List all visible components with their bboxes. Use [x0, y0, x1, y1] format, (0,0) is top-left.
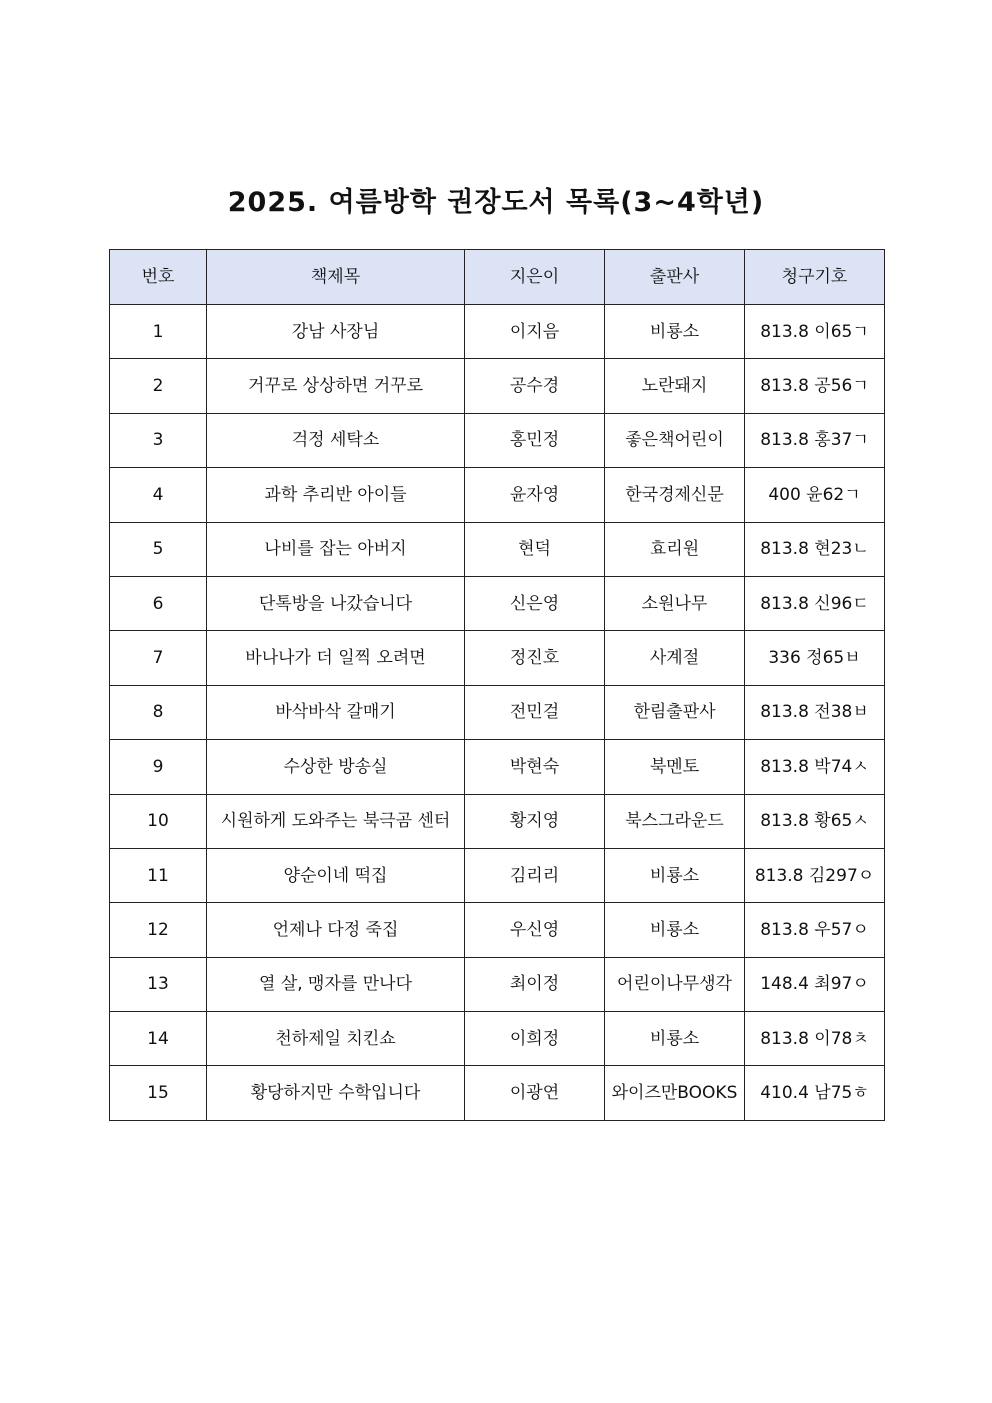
cell-call-number: 813.8 현23ㄴ: [745, 522, 885, 576]
cell-publisher: 비룡소: [605, 848, 745, 902]
cell-number: 9: [110, 740, 207, 794]
cell-call-number: 813.8 공56ㄱ: [745, 359, 885, 413]
cell-number: 7: [110, 631, 207, 685]
cell-author: 현덕: [465, 522, 605, 576]
cell-publisher: 효리원: [605, 522, 745, 576]
cell-author: 김리리: [465, 848, 605, 902]
cell-book-title: 강남 사장님: [207, 305, 465, 359]
table-row: [110, 794, 885, 848]
cell-publisher: 한국경제신문: [605, 468, 745, 522]
cell-book-title: 언제나 다정 죽집: [207, 903, 465, 957]
cell-number: 3: [110, 413, 207, 467]
recommended-books-table: [109, 249, 885, 1121]
cell-author: 이지음: [465, 305, 605, 359]
cell-call-number: 813.8 황65ㅅ: [745, 794, 885, 848]
cell-book-title: 나비를 잡는 아버지: [207, 522, 465, 576]
cell-publisher: 북스그라운드: [605, 794, 745, 848]
cell-number: 10: [110, 794, 207, 848]
cell-publisher: 비룡소: [605, 1012, 745, 1066]
cell-publisher: 어린이나무생각: [605, 957, 745, 1011]
cell-number: 13: [110, 957, 207, 1011]
cell-book-title: 걱정 세탁소: [207, 413, 465, 467]
table-row: [110, 631, 885, 685]
document-title: 2025. 여름방학 권장도서 목록(3~4학년): [227, 187, 765, 218]
cell-call-number: 813.8 전38ㅂ: [745, 685, 885, 739]
header-call-number: 청구기호: [745, 250, 885, 305]
cell-book-title: 거꾸로 상상하면 거꾸로: [207, 359, 465, 413]
table-row: [110, 522, 885, 576]
cell-publisher: 좋은책어린이: [605, 413, 745, 467]
cell-publisher: 와이즈만BOOKS: [605, 1066, 745, 1120]
cell-call-number: 813.8 김297ㅇ: [745, 848, 885, 902]
header-number: 번호: [110, 250, 207, 305]
cell-book-title: 바삭바삭 갈매기: [207, 685, 465, 739]
cell-number: 2: [110, 359, 207, 413]
cell-author: 신은영: [465, 576, 605, 630]
table-row: [110, 576, 885, 630]
cell-number: 15: [110, 1066, 207, 1120]
table-row: [110, 740, 885, 794]
cell-call-number: 813.8 우57ㅇ: [745, 903, 885, 957]
table-row: [110, 413, 885, 467]
cell-call-number: 813.8 홍37ㄱ: [745, 413, 885, 467]
cell-call-number: 148.4 최97ㅇ: [745, 957, 885, 1011]
cell-book-title: 과학 추리반 아이들: [207, 468, 465, 522]
cell-publisher: 비룡소: [605, 903, 745, 957]
cell-author: 황지영: [465, 794, 605, 848]
table-row: [110, 848, 885, 902]
table-row: [110, 957, 885, 1011]
cell-number: 6: [110, 576, 207, 630]
cell-number: 8: [110, 685, 207, 739]
cell-author: 이광연: [465, 1066, 605, 1120]
cell-author: 공수경: [465, 359, 605, 413]
cell-book-title: 천하제일 치킨쇼: [207, 1012, 465, 1066]
cell-book-title: 단톡방을 나갔습니다: [207, 576, 465, 630]
cell-number: 11: [110, 848, 207, 902]
header-author: 지은이: [465, 250, 605, 305]
table-row: [110, 685, 885, 739]
cell-publisher: 노란돼지: [605, 359, 745, 413]
table-row: [110, 903, 885, 957]
cell-book-title: 시원하게 도와주는 북극곰 센터: [207, 794, 465, 848]
cell-author: 박현숙: [465, 740, 605, 794]
cell-call-number: 813.8 이65ㄱ: [745, 305, 885, 359]
cell-author: 홍민정: [465, 413, 605, 467]
cell-author: 우신영: [465, 903, 605, 957]
cell-number: 14: [110, 1012, 207, 1066]
cell-call-number: 813.8 박74ㅅ: [745, 740, 885, 794]
table-row: [110, 359, 885, 413]
table-row: [110, 468, 885, 522]
cell-author: 이희정: [465, 1012, 605, 1066]
cell-author: 최이정: [465, 957, 605, 1011]
cell-publisher: 북멘토: [605, 740, 745, 794]
cell-book-title: 양순이네 떡집: [207, 848, 465, 902]
cell-publisher: 사계절: [605, 631, 745, 685]
cell-book-title: 바나나가 더 일찍 오려면: [207, 631, 465, 685]
cell-publisher: 비룡소: [605, 305, 745, 359]
cell-author: 윤자영: [465, 468, 605, 522]
header-book-title: 책제목: [207, 250, 465, 305]
cell-call-number: 400 윤62ㄱ: [745, 468, 885, 522]
cell-author: 정진호: [465, 631, 605, 685]
cell-number: 4: [110, 468, 207, 522]
cell-book-title: 열 살, 맹자를 만나다: [207, 957, 465, 1011]
cell-call-number: 410.4 남75ㅎ: [745, 1066, 885, 1120]
cell-author: 전민걸: [465, 685, 605, 739]
table-row: [110, 305, 885, 359]
cell-number: 5: [110, 522, 207, 576]
cell-call-number: 336 정65ㅂ: [745, 631, 885, 685]
table-row: [110, 1012, 885, 1066]
cell-book-title: 황당하지만 수학입니다: [207, 1066, 465, 1120]
cell-call-number: 813.8 이78ㅊ: [745, 1012, 885, 1066]
cell-number: 1: [110, 305, 207, 359]
cell-book-title: 수상한 방송실: [207, 740, 465, 794]
table-row: [110, 1066, 885, 1120]
cell-call-number: 813.8 신96ㄷ: [745, 576, 885, 630]
cell-publisher: 한림출판사: [605, 685, 745, 739]
cell-publisher: 소원나무: [605, 576, 745, 630]
header-publisher: 출판사: [605, 250, 745, 305]
cell-number: 12: [110, 903, 207, 957]
table-header-row: [110, 250, 885, 305]
